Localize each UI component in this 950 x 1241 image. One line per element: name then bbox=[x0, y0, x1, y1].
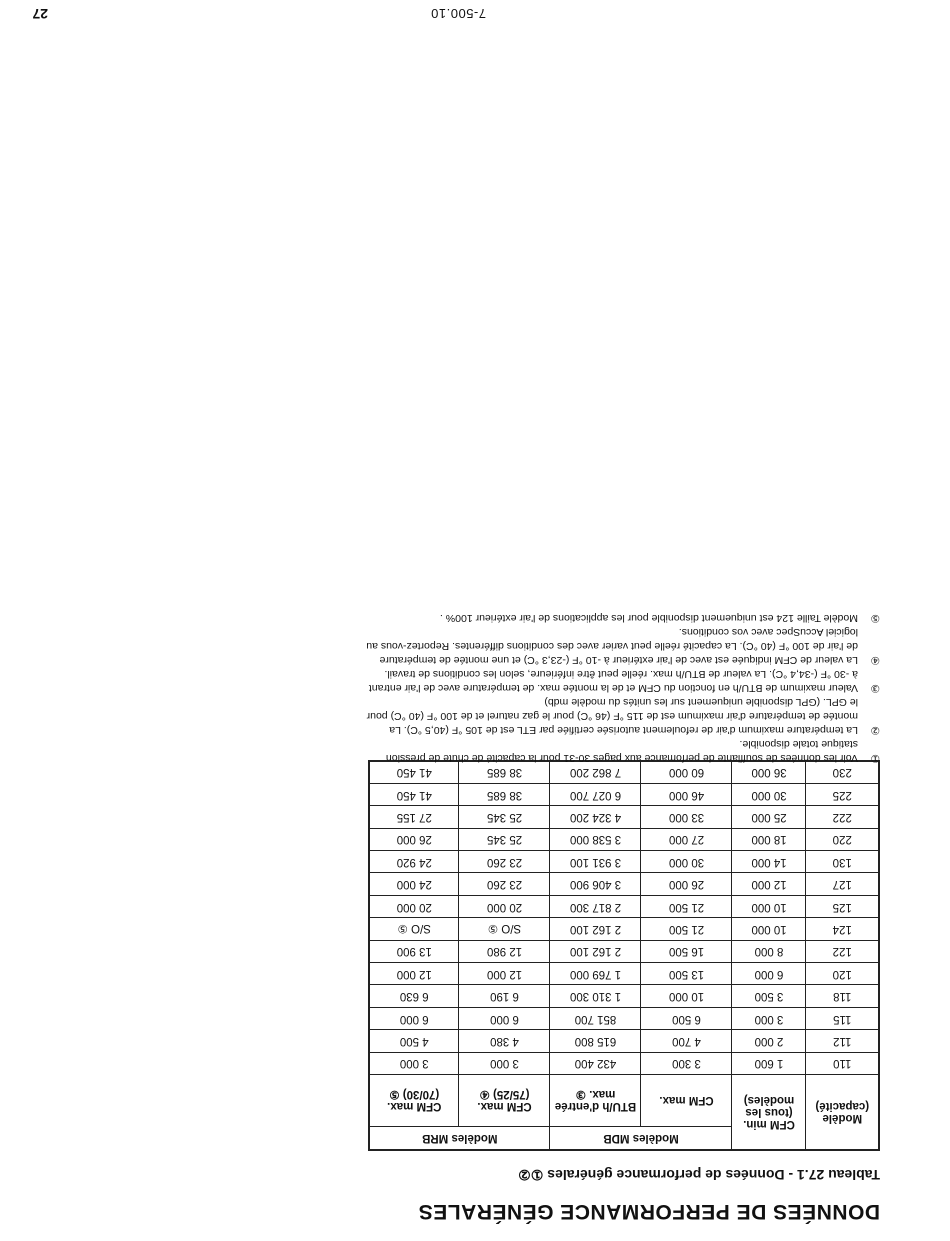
footnote bbox=[365, 695, 880, 737]
table-cell: 38 685 bbox=[459, 761, 550, 784]
footnote-text: Voir les données de soufflante de perfomance aux pages 30-31 pour la capacité de chute de pression statique totale disponible. bbox=[385, 738, 858, 764]
table-cell: 122 bbox=[806, 940, 879, 962]
table-cell: 12 980 bbox=[459, 940, 550, 962]
footnote-marker: ② bbox=[870, 724, 880, 736]
table-cell: 10 000 bbox=[641, 985, 732, 1007]
table-row bbox=[369, 1007, 879, 1029]
table-group-header-row bbox=[369, 1127, 879, 1151]
footnote-marker: ③ bbox=[870, 682, 880, 694]
table-row bbox=[369, 940, 879, 962]
column-header-btuh-input: BTU/h d'entrée max. ③ bbox=[550, 1075, 641, 1127]
column-header-cfm-max: CFM max. bbox=[641, 1075, 732, 1127]
table-cell: 41 450 bbox=[369, 761, 459, 784]
table-cell: 6 630 bbox=[369, 985, 459, 1007]
footnote-marker: ① bbox=[870, 752, 880, 764]
table-cell: 4 500 bbox=[369, 1030, 459, 1052]
table-cell: 2 162 100 bbox=[550, 940, 641, 962]
table-cell: 21 500 bbox=[641, 918, 732, 940]
table-cell: 3 000 bbox=[459, 1052, 550, 1074]
table-cell: 12 000 bbox=[732, 873, 806, 895]
table-cell: 23 260 bbox=[459, 873, 550, 895]
table-cell: 10 000 bbox=[732, 895, 806, 917]
table-cell: 25 345 bbox=[459, 806, 550, 828]
table-cell: 3 538 000 bbox=[550, 828, 641, 850]
table-cell: 10 000 bbox=[732, 918, 806, 940]
performance-table bbox=[368, 760, 880, 1151]
table-cell: 12 000 bbox=[369, 963, 459, 985]
table-cell: 4 324 200 bbox=[550, 806, 641, 828]
table-cell: 26 000 bbox=[641, 873, 732, 895]
table-row bbox=[369, 1052, 879, 1074]
table-row bbox=[369, 895, 879, 917]
table-cell: 30 000 bbox=[732, 783, 806, 805]
table-cell: 130 bbox=[806, 851, 879, 873]
table-cell: 3 500 bbox=[732, 985, 806, 1007]
table-cell: 4 700 bbox=[641, 1030, 732, 1052]
table-cell: S/O ⑤ bbox=[459, 918, 550, 940]
footnote-marker: ⑤ bbox=[870, 612, 880, 624]
footnote-text: La température maximum d'air de refoulement autorisée certifiée par ETL est de 105 °F (40,5 °C). La montée de température d'air maximum est de 115 °F (46 °C) pour le gaz naturel et de 100 °F (40 °C) pour le GPL. (GPL disponible uniquement sur les unités du modèle mdb) bbox=[366, 696, 858, 736]
table-cell: 222 bbox=[806, 806, 879, 828]
table-cell: 3 300 bbox=[641, 1052, 732, 1074]
table-cell: 46 000 bbox=[641, 783, 732, 805]
table-cell: 6 027 700 bbox=[550, 783, 641, 805]
table-row bbox=[369, 828, 879, 850]
table-cell: 4 380 bbox=[459, 1030, 550, 1052]
group-header-mrb: Modèles MRB bbox=[369, 1127, 550, 1151]
table-cell: 1 769 000 bbox=[550, 963, 641, 985]
table-row bbox=[369, 1030, 879, 1052]
footnotes bbox=[365, 611, 880, 765]
table-cell: 25 000 bbox=[732, 806, 806, 828]
table-cell: 16 500 bbox=[641, 940, 732, 962]
table-cell: 60 000 bbox=[641, 761, 732, 784]
table-cell: 13 900 bbox=[369, 940, 459, 962]
table-row bbox=[369, 783, 879, 805]
footnote bbox=[365, 625, 880, 667]
table-row bbox=[369, 851, 879, 873]
footnote-text: Modèle Taille 124 est uniquement disponible pour les applications de l'air extérieur 100% . bbox=[440, 612, 858, 624]
footnote bbox=[365, 737, 880, 765]
table-row bbox=[369, 806, 879, 828]
table-cell: 14 000 bbox=[732, 851, 806, 873]
table-cell: 33 000 bbox=[641, 806, 732, 828]
table-cell: 432 400 bbox=[550, 1052, 641, 1074]
table-cell: 25 345 bbox=[459, 828, 550, 850]
table-cell: 21 500 bbox=[641, 895, 732, 917]
table-cell: 23 260 bbox=[459, 851, 550, 873]
table-cell: 38 685 bbox=[459, 783, 550, 805]
table-cell: 3 000 bbox=[732, 1007, 806, 1029]
table-cell: 3 000 bbox=[369, 1052, 459, 1074]
table-cell: 8 000 bbox=[732, 940, 806, 962]
table-cell: 1 600 bbox=[732, 1052, 806, 1074]
table-cell: 24 000 bbox=[369, 873, 459, 895]
page-number: 27 bbox=[32, 6, 48, 22]
footnote-text: Valeur maximum de BTU/h en fonction du CFM et de la montée max. de température avec de l'air entrant à -30 °F (-34,4 °C). La valeur de BTU/h max. réelle peut être inférieure, selon les conditions de travail. bbox=[368, 668, 858, 694]
table-cell: 125 bbox=[806, 895, 879, 917]
table-cell: 30 000 bbox=[641, 851, 732, 873]
table-cell: 112 bbox=[806, 1030, 879, 1052]
table-row bbox=[369, 873, 879, 895]
table-cell: 2 162 100 bbox=[550, 918, 641, 940]
footnote-marker: ④ bbox=[870, 654, 880, 666]
table-cell: 115 bbox=[806, 1007, 879, 1029]
table-cell: 3 931 100 bbox=[550, 851, 641, 873]
table-cell: 220 bbox=[806, 828, 879, 850]
table-cell: 7 862 200 bbox=[550, 761, 641, 784]
table-cell: 20 000 bbox=[459, 895, 550, 917]
table-cell: 24 920 bbox=[369, 851, 459, 873]
table-cell: 6 000 bbox=[369, 1007, 459, 1029]
table-cell: 13 500 bbox=[641, 963, 732, 985]
table-cell: 110 bbox=[806, 1052, 879, 1074]
table-cell: 225 bbox=[806, 783, 879, 805]
table-row bbox=[369, 963, 879, 985]
table-cell: 41 450 bbox=[369, 783, 459, 805]
table-cell: 118 bbox=[806, 985, 879, 1007]
table-cell: S/O ⑤ bbox=[369, 918, 459, 940]
table-cell: 18 000 bbox=[732, 828, 806, 850]
page-title: DONNÉES DE PERFORMANCE GÉNÉRALES bbox=[418, 1200, 880, 1223]
table-body bbox=[369, 761, 879, 1075]
table-row bbox=[369, 918, 879, 940]
document-number: 7-500.10 bbox=[430, 6, 486, 21]
table-cell: 615 800 bbox=[550, 1030, 641, 1052]
column-header-cfm-max-75-25: CFM max. (75/25) ④ bbox=[459, 1075, 550, 1127]
table-cell: 6 500 bbox=[641, 1007, 732, 1029]
column-header-cfm-max-70-30: CFM max. (70/30) ⑤ bbox=[369, 1075, 459, 1127]
table-cell: 2 817 300 bbox=[550, 895, 641, 917]
table-cell: 12 000 bbox=[459, 963, 550, 985]
table-cell: 27 155 bbox=[369, 806, 459, 828]
group-header-mdb: Modèles MDB bbox=[550, 1127, 732, 1151]
footnote bbox=[365, 667, 880, 695]
column-header-cfm-min: CFM min. (tous les modèles) bbox=[732, 1075, 806, 1151]
table-cell: 3 406 900 bbox=[550, 873, 641, 895]
table-cell: 851 700 bbox=[550, 1007, 641, 1029]
column-header-model: Modèle (capacité) bbox=[806, 1075, 879, 1151]
table-cell: 230 bbox=[806, 761, 879, 784]
table-cell: 6 000 bbox=[732, 963, 806, 985]
table-cell: 6 190 bbox=[459, 985, 550, 1007]
table-cell: 1 310 300 bbox=[550, 985, 641, 1007]
table-cell: 20 000 bbox=[369, 895, 459, 917]
table-cell: 36 000 bbox=[732, 761, 806, 784]
table-caption: Tableau 27.1 - Données de performance générales ①② bbox=[518, 1167, 880, 1183]
table-cell: 120 bbox=[806, 963, 879, 985]
table-cell: 26 000 bbox=[369, 828, 459, 850]
table-cell: 27 000 bbox=[641, 828, 732, 850]
table-cell: 2 000 bbox=[732, 1030, 806, 1052]
footnote-text: La valeur de CFM indiquée est avec de l'air extérieur à -10 °F (-23,3 °C) et une montée de température de l'air de 100 °F (40 °C). La capacité réelle peut varier avec des conditions différentes. Reportez-vous au logiciel AccuSpec avec vos conditions. bbox=[366, 626, 858, 666]
table-cell: 124 bbox=[806, 918, 879, 940]
table-row bbox=[369, 985, 879, 1007]
footnote bbox=[365, 611, 880, 625]
table-cell: 6 000 bbox=[459, 1007, 550, 1029]
table-cell: 127 bbox=[806, 873, 879, 895]
